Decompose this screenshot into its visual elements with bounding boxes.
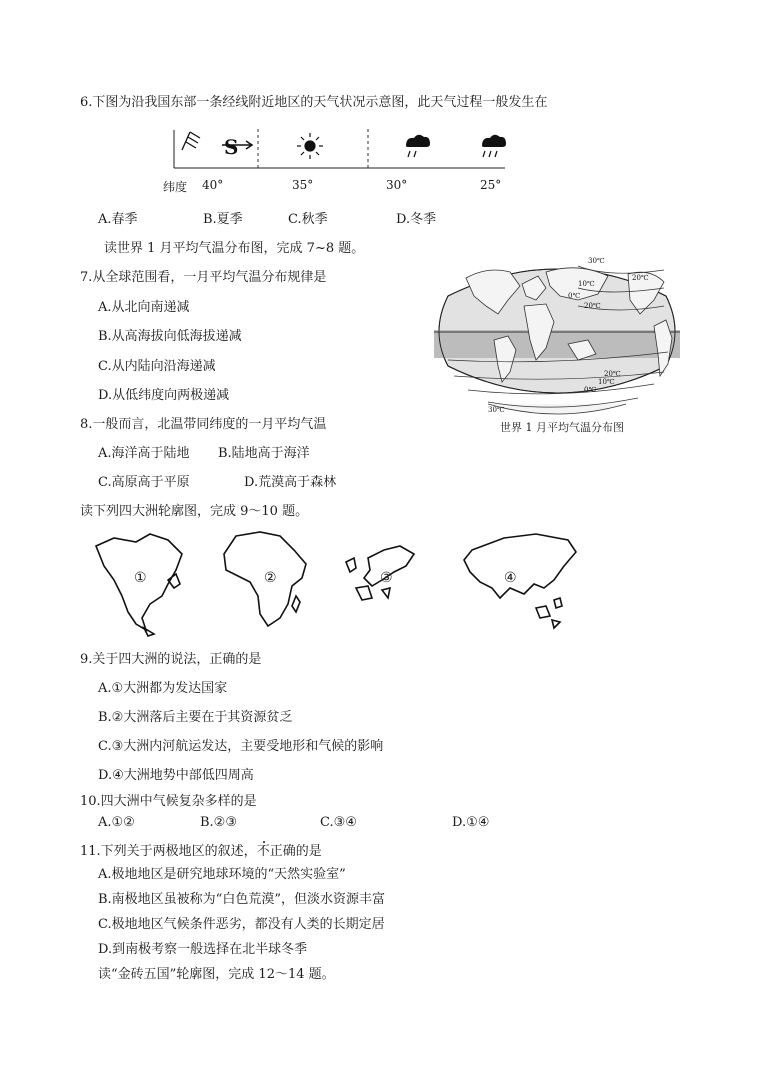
q11-stem-post: 正确的是 [269,844,322,859]
q10-stem: 10.四大洲中气候复杂多样的是 [80,794,257,809]
q10-option-c[interactable]: C.③④ [320,815,357,830]
intro-12-14: 读“金砖五国”轮廓图，完成 12～14 题。 [98,967,335,982]
isotherm-label: 0℃ [568,292,581,300]
q9-option-c[interactable]: C.③大洲内河航运发达，主要受地形和气候的影响 [98,739,384,754]
intro-7-8: 读世界 1 月平均气温分布图，完成 7~8 题。 [104,241,365,256]
q10-option-b[interactable]: B.②③ [200,815,237,830]
intro-9-10: 读下列四大洲轮廓图，完成 9～10 题。 [80,504,309,519]
lat-tick: 35° [292,178,314,192]
q9-option-b[interactable]: B.②大洲落后主要在于其资源贫乏 [98,710,293,725]
q8-option-c[interactable]: C.高原高于平原 [98,475,190,490]
q8-option-b[interactable]: B.陆地高于海洋 [218,446,310,461]
q8-stem: 8.一般而言，北温带同纬度的一月平均气温 [80,417,327,432]
q7-stem: 7.从全球范围看，一月平均气温分布规律是 [80,270,327,285]
wind-icon [182,132,200,150]
isotherm-label: 20℃ [584,302,601,310]
rain-icon [482,135,506,157]
q11-stem [80,840,322,859]
q11-stem-pre: 11.下列关于两极地区的叙述， [80,844,257,859]
rain-icon [406,135,430,157]
sandstorm-icon [222,135,252,159]
q11-stem-emphasis: 不 [256,844,270,859]
isotherm-label: 30℃ [488,406,505,414]
isotherm-label: 20℃ [604,370,621,378]
isotherm-label: 20℃ [632,274,649,282]
q11-option-a[interactable]: A.极地地区是研究地球环境的“天然实验室” [98,867,346,882]
continent-label: ④ [504,570,517,586]
continent-label: ③ [380,570,393,586]
q7-option-c[interactable]: C.从内陆向沿海递减 [98,359,216,374]
q6-stem: 6.下图为沿我国东部一条经线附近地区的天气状况示意图，此天气过程一般发生在 [80,95,548,110]
isotherm-label: 10℃ [578,280,595,288]
q8-option-a[interactable]: A.海洋高于陆地 [98,446,190,461]
isotherm-label: 30℃ [588,257,605,265]
continent-label: ① [134,570,147,586]
q6-option-a[interactable]: A.春季 [98,212,138,227]
q9-option-d[interactable]: D.④大洲地势中部低四周高 [98,768,254,783]
continent-label: ② [264,570,277,586]
lat-tick: 30° [386,178,408,192]
isotherm-label: 10℃ [598,378,615,386]
lat-tick: 40° [202,178,224,192]
q6-option-c[interactable]: C.秋季 [288,212,328,227]
continent-outlines [84,526,584,642]
q11-option-d[interactable]: D.到南极考察一般选择在北半球冬季 [98,942,308,957]
world-temperature-map [428,248,686,438]
lat-tick: 25° [480,178,502,192]
q6-weather-diagram [160,124,510,194]
q10-option-d[interactable]: D.①④ [452,815,490,830]
q6-option-b[interactable]: B.夏季 [203,212,243,227]
q7-option-b[interactable]: B.从高海拔向低海拔递减 [98,329,242,344]
q10-option-a[interactable]: A.①② [98,815,135,830]
svg-text:S: S [224,135,239,159]
q8-option-d[interactable]: D.荒漠高于森林 [244,475,337,490]
asia-outline [464,534,576,628]
q7-option-d[interactable]: D.从低纬度向两极递减 [98,388,230,403]
q7-option-a[interactable]: A.从北向南递减 [98,300,190,315]
q9-option-a[interactable]: A.①大洲都为发达国家 [98,681,228,696]
isotherm-label: 0℃ [584,386,597,394]
map-caption: 世界 1 月平均气温分布图 [500,421,624,434]
sunny-icon [297,133,323,159]
q11-option-c[interactable]: C.极地地区气候条件恶劣，都没有人类的长期定居 [98,917,385,932]
world-map-svg [428,248,686,438]
q11-option-b[interactable]: B.南极地区虽被称为“白色荒漠”，但淡水资源丰富 [98,892,385,907]
q6-option-d[interactable]: D.冬季 [396,212,437,227]
lat-axis-label: 纬度 [163,180,188,194]
q9-stem: 9.关于四大洲的说法，正确的是 [80,652,262,667]
